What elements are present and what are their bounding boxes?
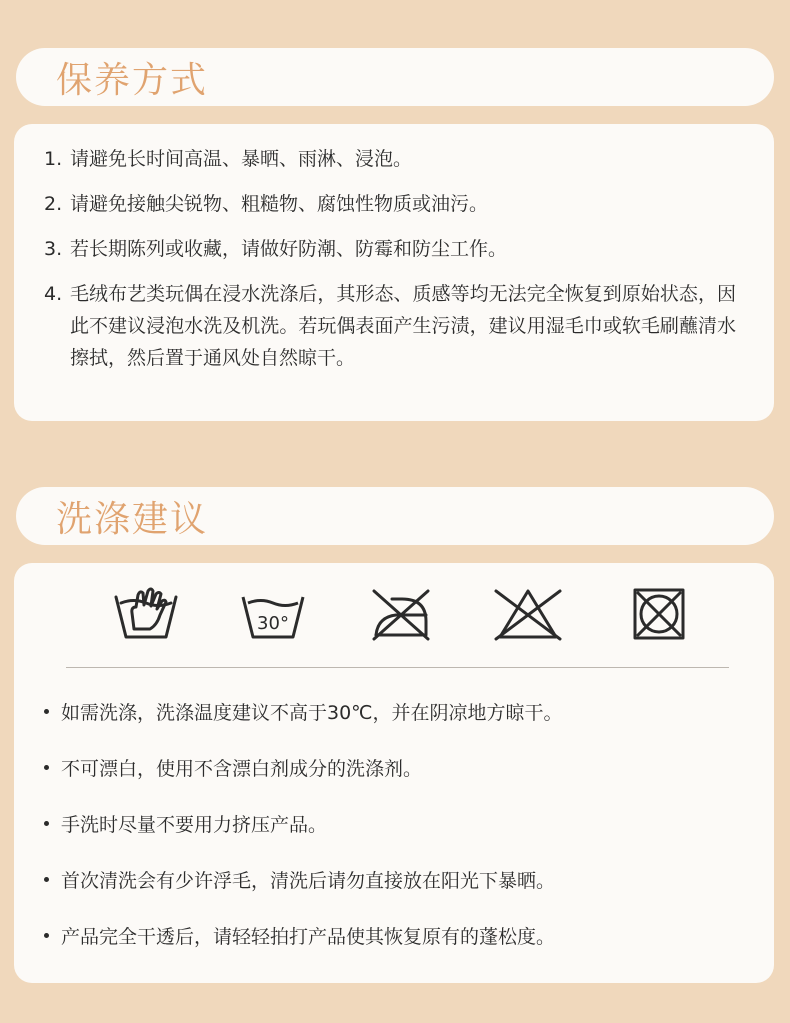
- list-item: [44, 233, 736, 265]
- hand-wash-icon: [110, 585, 182, 643]
- wash-tips-list: [44, 683, 734, 963]
- divider: [66, 667, 729, 668]
- wash-title-banner: [16, 487, 774, 545]
- item-text: 若长期陈列或收藏，请做好防潮、防霉和防尘工作。: [70, 238, 508, 260]
- no-iron-icon: [366, 585, 436, 643]
- wash-30-icon: [237, 585, 309, 643]
- tip-text: 如需洗涤，洗涤温度建议不高于30℃，并在阴凉地方晾干。: [61, 701, 563, 724]
- no-bleach-icon: [492, 585, 564, 643]
- bullet-icon: [44, 821, 49, 826]
- list-item: [44, 739, 734, 795]
- list-item: [44, 188, 736, 220]
- item-number: 4.: [44, 283, 63, 305]
- bullet-icon: [44, 877, 49, 882]
- tip-text: 不可漂白，使用不含漂白剂成分的洗涤剂。: [61, 757, 423, 780]
- item-text: 请避免接触尖锐物、粗糙物、腐蚀性物质或油污。: [70, 193, 489, 215]
- tip-text: 手洗时尽量不要用力挤压产品。: [61, 813, 328, 836]
- tip-text: 产品完全干透后，请轻轻拍打产品使其恢复原有的蓬松度。: [61, 925, 556, 948]
- list-item: [44, 907, 734, 963]
- item-number: 2.: [44, 193, 63, 215]
- wash-card: [14, 563, 774, 983]
- wash-title: 洗涤建议: [56, 498, 209, 540]
- no-tumble-dry-icon: [630, 585, 688, 643]
- list-item: [44, 795, 734, 851]
- bullet-icon: [44, 765, 49, 770]
- tip-text: 首次清洗会有少许浮毛，清洗后请勿直接放在阳光下暴晒。: [61, 869, 556, 892]
- wash-temp-label: 30°: [257, 613, 289, 634]
- bullet-icon: [44, 933, 49, 938]
- care-symbols-row: [104, 585, 694, 647]
- list-item: [44, 851, 734, 907]
- item-number: 3.: [44, 238, 63, 260]
- item-text: 毛绒布艺类玩偶在浸水洗涤后，其形态、质感等均无法完全恢复到原始状态，因此不建议浸泡水洗及机洗。若玩偶表面产生污渍，建议用湿毛巾或软毛刷蘸清水擦拭，然后置于通风处自然晾干。: [70, 283, 736, 369]
- bullet-icon: [44, 709, 49, 714]
- care-card: [14, 124, 774, 421]
- list-item: [44, 143, 736, 175]
- item-number: 1.: [44, 148, 63, 170]
- list-item: [44, 683, 734, 739]
- care-title-banner: [16, 48, 774, 106]
- item-text: 请避免长时间高温、暴晒、雨淋、浸泡。: [70, 148, 413, 170]
- care-title: 保养方式: [56, 59, 209, 101]
- list-item: [44, 278, 736, 374]
